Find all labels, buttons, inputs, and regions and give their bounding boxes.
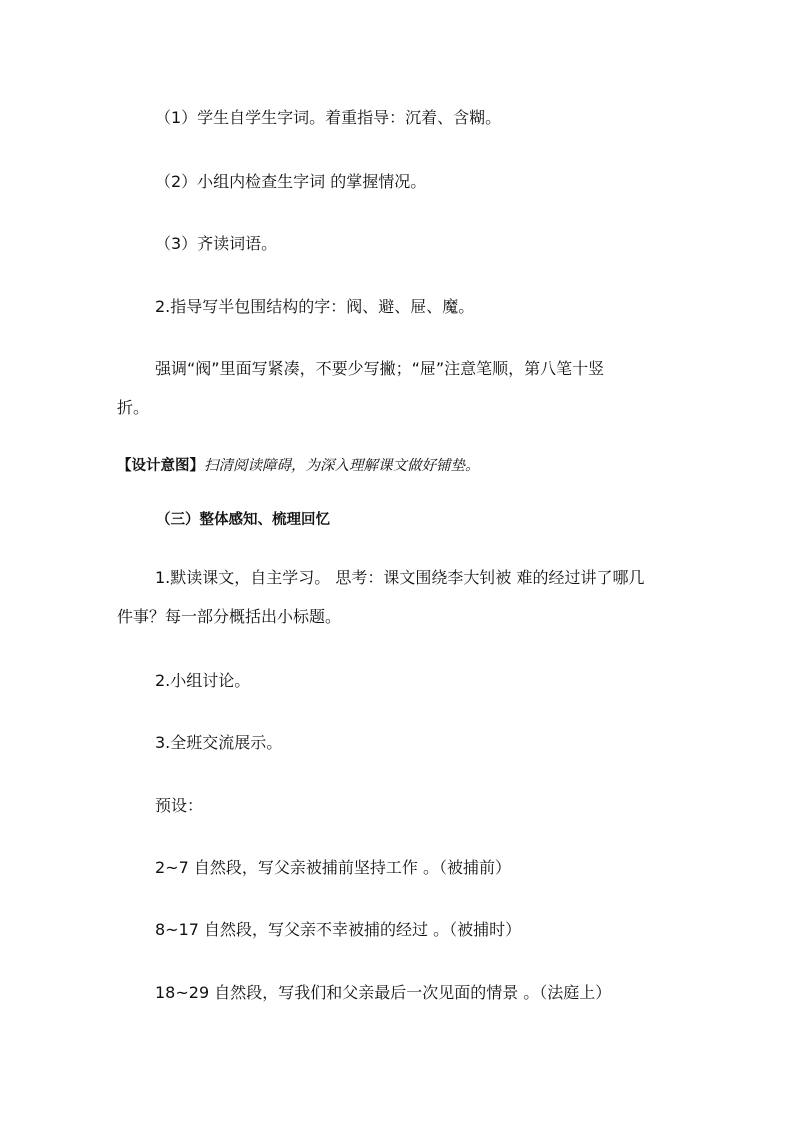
design-intent-text: 扫清阅读障碍，为深入理解课文做好铺垫。: [204, 458, 480, 474]
paragraph-silent-reading: [117, 568, 687, 664]
paragraph-emphasis-line-2: 折。: [117, 398, 150, 417]
paragraph-preset-2: 8~17 自然段，写父亲不幸被捕的经过 。（被捕时）: [155, 920, 522, 939]
design-intent-label: 【设计意图】: [117, 458, 204, 474]
paragraph-self-study: （1）学生自学生字词。着重指导：沉着、含糊。: [155, 108, 502, 127]
paragraph-preset-3: 18~29 自然段，写我们和父亲最后一次见面的情景 。（法庭上）: [155, 983, 612, 1002]
paragraph-emphasis-line-1: 强调“阀”里面写紧凑，不要少写撇；“屉”注意笔顺，第八笔十竖: [155, 359, 605, 378]
paragraph-group-check: （2）小组内检查生字词 的掌握情况。: [155, 172, 427, 191]
section-title: [156, 509, 716, 530]
paragraph-silent-reading-line-1: 1.默读课文，自主学习。 思考：课文围绕李大钊被 难的经过讲了哪几: [155, 568, 645, 587]
paragraph-silent-reading-line-2: 件事？每一部分概括出小标题。: [117, 607, 342, 626]
paragraph-emphasis: [117, 359, 687, 455]
paragraph-preset-1: 2~7 自然段，写父亲被捕前坚持工作 。（被捕前）: [155, 858, 511, 877]
paragraph-read-words: （3）齐读词语。: [155, 234, 278, 253]
paragraph-writing-guide: 2.指导写半包围结构的字：阀、避、屉、魔。: [155, 297, 475, 316]
design-intent: [117, 455, 677, 476]
section-title-text: （三）整体感知、梳理回忆: [156, 512, 330, 528]
paragraph-group-discussion: 2.小组讨论。: [155, 671, 251, 690]
paragraph-preset: 预设：: [155, 796, 204, 815]
paragraph-class-share: 3.全班交流展示。: [155, 733, 283, 752]
